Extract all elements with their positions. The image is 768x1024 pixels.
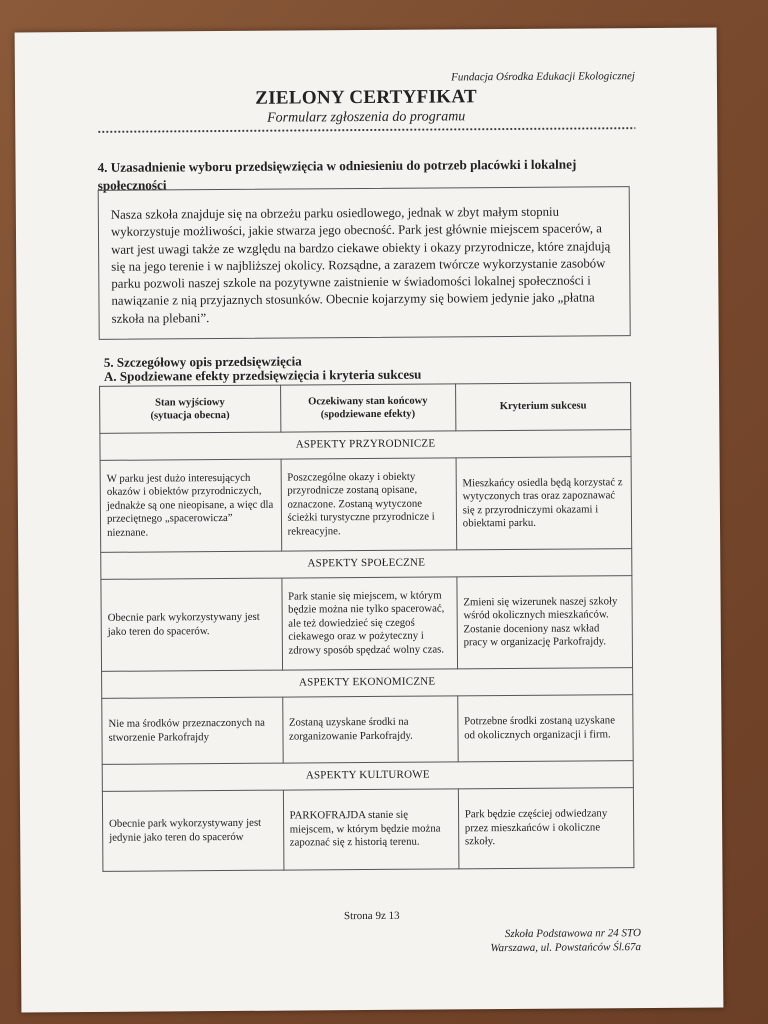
school-street: Warszawa, ul. Powstańców Śl.67a: [490, 941, 642, 955]
section-5-subheading: A. Spodziewane efekty przedsięwzięcia i kryteria sukcesu: [103, 366, 422, 384]
section-row: [101, 549, 632, 580]
table-cell: Park stanie się miejscem, w którym będzie można nie tylko spacerować, ale też dowiedzieć się czegoś ciekawego oraz w pożyteczny i zdrowy sposób spędzać wolny czas.: [281, 577, 457, 670]
section-5-heading: 5. Szczegółowy opis przedsięwzięcia: [103, 353, 302, 370]
table-cell: Obecnie park wykorzystywany jest jako teren do spacerów.: [101, 578, 282, 671]
header-cell: [455, 383, 631, 431]
section-title: ASPEKTY KULTUROWE: [102, 761, 633, 792]
section-title: ASPEKTY PRZYRODNICZE: [100, 430, 631, 461]
section-row: [102, 668, 633, 699]
school-name: Szkoła Podstawowa nr 24 STO: [504, 927, 641, 941]
document-title: ZIELONY CERTYFIKAT: [255, 86, 477, 109]
table-cell: Zmieni się wizerunek naszej szkoły wśród okolicznych mieszkańców. Zostanie doceniony nasz wkład pracy w organizację Parkofrajdy.: [457, 576, 633, 669]
header-sublabel: (spodziewane efekty): [320, 408, 416, 421]
table-cell: Obecnie park wykorzystywany jest jedynie jako teren do spacerów: [102, 790, 283, 871]
section-5-heading-block: [104, 354, 422, 384]
table-cell: PARKOFRAJDA stanie się miejscem, w którym będzie można zapoznać się z historią terenu.: [283, 789, 459, 870]
school-address: [490, 926, 641, 955]
table-row: [101, 576, 633, 672]
table-cell: Potrzebne środki zostaną uzyskane od okolicznych organizacji i firm.: [457, 695, 633, 762]
table-cell: Nie ma środków przeznaczonych na stworzenie Parkofrajdy: [102, 697, 283, 764]
organization-name: Fundacja Ośrodka Edukacji Ekologicznej: [451, 70, 635, 84]
table-cell: Poszczególne okazy i obiekty przyrodnicze zostaną opisane, oznaczone. Zostaną wytyczone ścieżki turystyczne przyrodnicze i rekreacyjne.: [281, 458, 457, 551]
header-label: Stan wyjściowy: [155, 396, 225, 409]
section-4-box: [98, 186, 631, 340]
section-row: [100, 430, 631, 461]
table-cell: Mieszkańcy osiedla będą korzystać z wytyczonych tras oraz zapoznawać się z przyrodniczymi okazami i obiektami parku.: [456, 457, 632, 550]
table-row: [102, 695, 633, 765]
table-cell: W parku jest dużo interesujących okazów i obiektów przyrodniczych, jednakże są one nieopisane, a więc dla przeciętnego „spacerowicza” nieznane.: [100, 459, 281, 552]
success-criteria-table: [99, 382, 634, 872]
page-number: Strona 9z 13: [343, 909, 400, 923]
table-row: [100, 457, 632, 553]
document-subtitle: Formularz zgłoszenia do programu: [267, 109, 466, 126]
table-cell: Park będzie częściej odwiedzany przez mieszkańców i okoliczne szkoły.: [458, 788, 634, 869]
section-4-text: Nasza szkoła znajduje się na obrzeżu parku osiedlowego, jednak w zbyt małym stopniu wykorzystuje możliwości, jakie stwarza jego obecność. Park jest głównie miejscem spacerów, a wart jest uwagi także ze względu na bardzo ciekawe obiekty i okazy przyrodnicze, które znajdują się na jego terenie i w najbliższej okolicy. Rozsądne, a zarazem twórcze wykorzystanie zasobów parku pozwoli naszej szkole na pozytywne zaistnienie w świadomości lokalnej społeczności i nawiązanie z nią przyjaznych stosunków. Obecnie kojarzymy się bowiem jedynie jako „płatna szkoła na plebani”.: [110, 204, 611, 326]
header-label: Kryterium sukcesu: [499, 400, 587, 413]
section-row: [102, 761, 633, 792]
table-cell: Zostaną uzyskane środki na zorganizowanie Parkofrajdy.: [282, 696, 458, 763]
table-header-row: [100, 383, 631, 434]
section-4-heading: 4. Uzasadnienie wyboru przedsięwzięcia w odniesieniu do potrzeb placówki i lokalnej społeczności: [97, 156, 577, 193]
table-row: [102, 788, 634, 872]
header-cell: [100, 385, 281, 433]
header-label: Oczekiwany stan końcowy: [308, 395, 428, 408]
header-cell: [280, 384, 456, 432]
section-title: ASPEKTY SPOŁECZNE: [101, 549, 632, 580]
document-page: [15, 28, 724, 1013]
header-sublabel: (sytuacja obecna): [150, 409, 230, 422]
section-title: ASPEKTY EKONOMICZNE: [102, 668, 633, 699]
